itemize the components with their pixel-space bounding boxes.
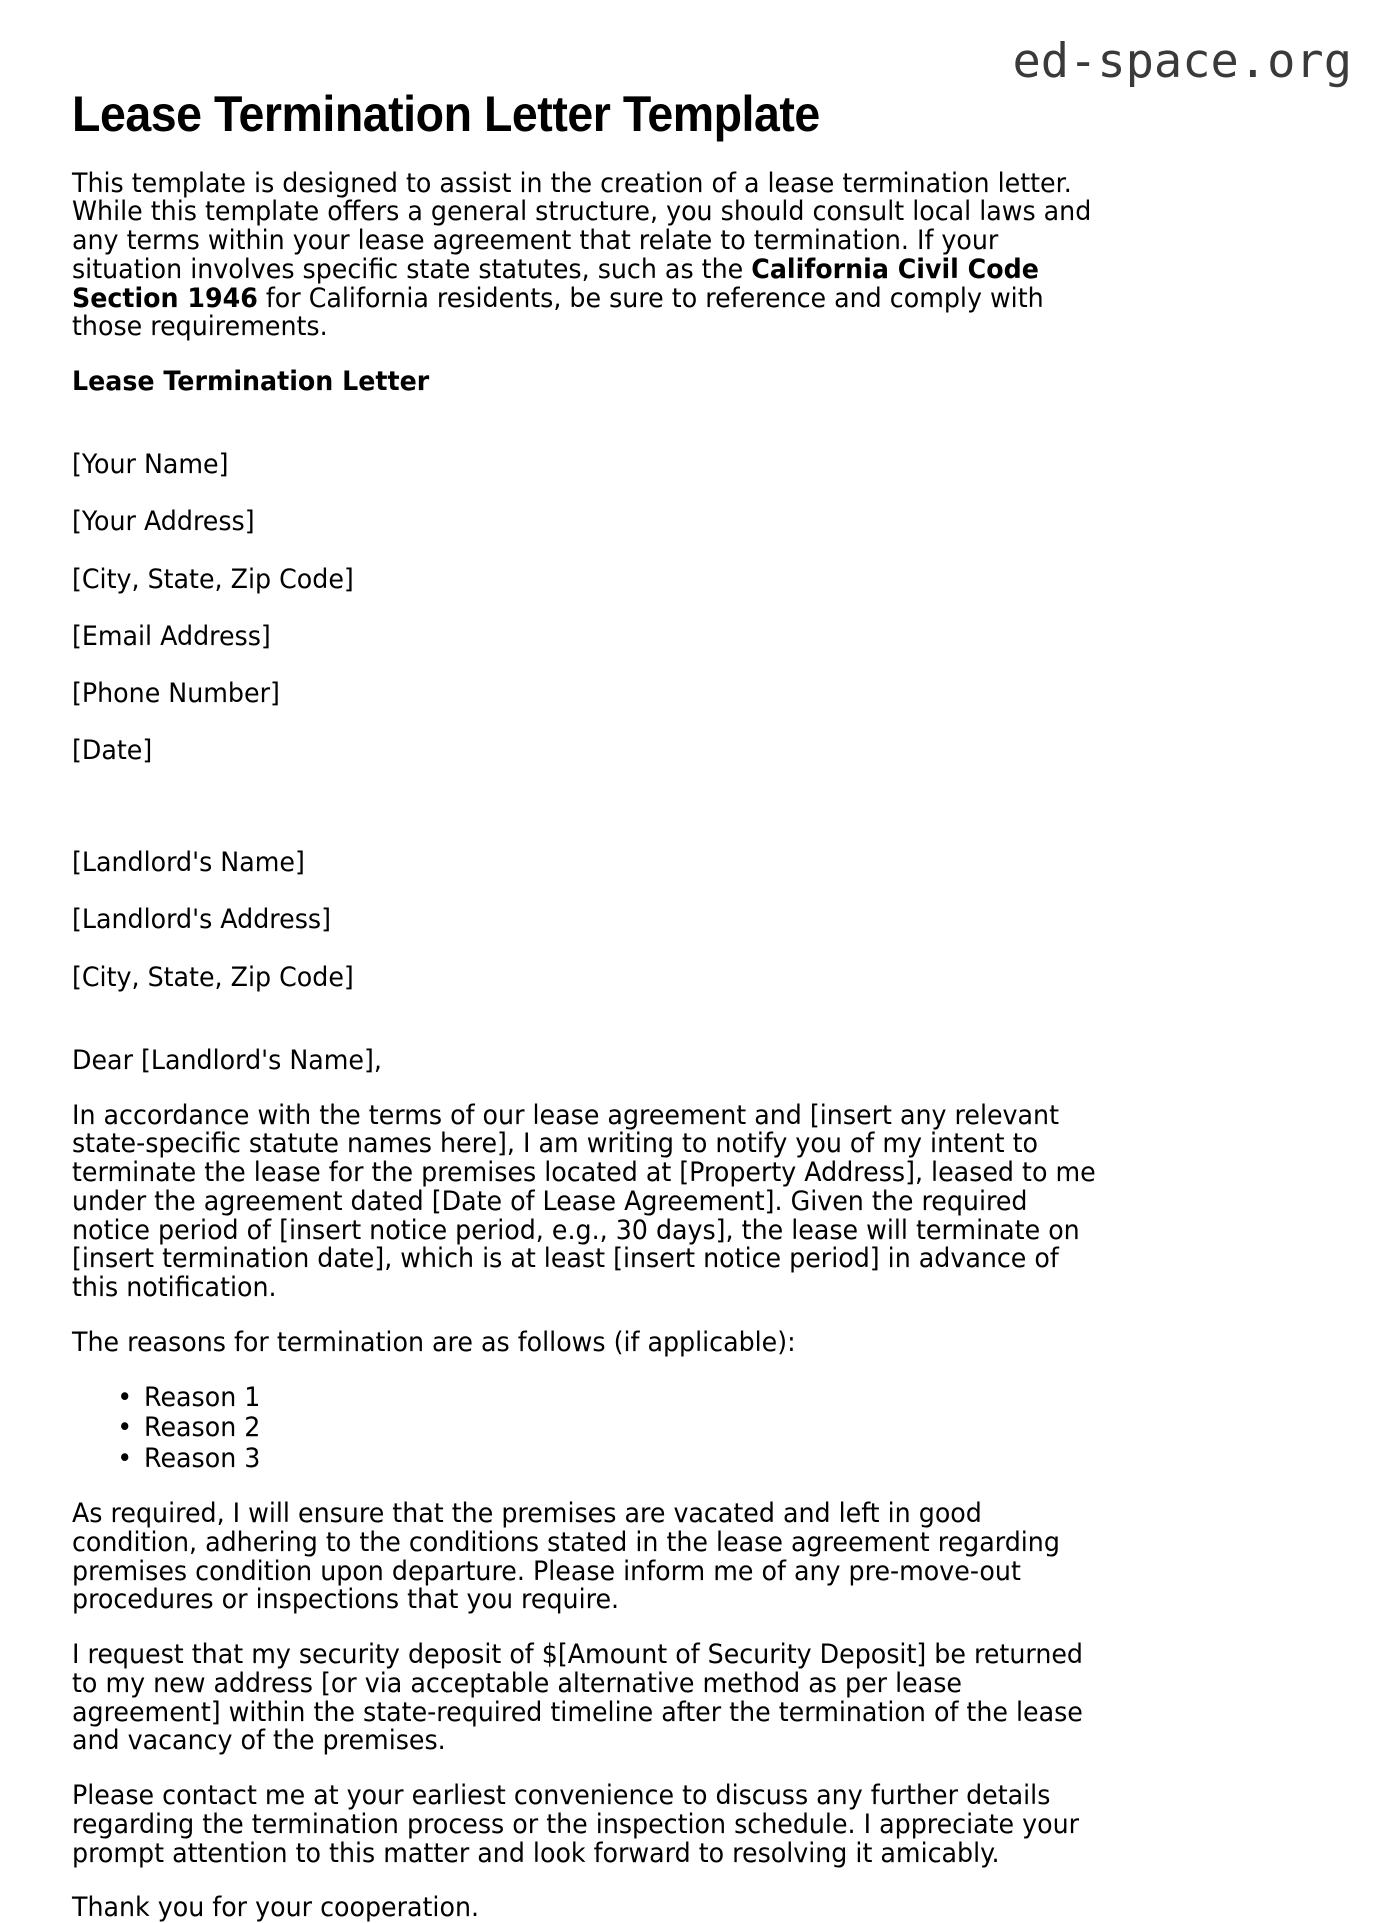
reasons-list bbox=[72, 1384, 1204, 1475]
landlord-name: [Landlord's Name] bbox=[72, 849, 1153, 878]
intro-text-before: This template is designed to assist in the creation of a lease termination letter. While this template offers a general structure, you should consult local laws and any terms within your lease agreement that relate to termination. If your situation involves specific state statutes, such as the bbox=[72, 168, 1091, 285]
closing-line: Thank you for your cooperation. bbox=[72, 1894, 1099, 1923]
sender-address-block bbox=[72, 423, 1153, 795]
landlord-city-state-zip: [City, State, Zip Code] bbox=[72, 964, 1153, 993]
list-item: • Reason 1 bbox=[144, 1384, 1156, 1413]
intro-text-after: for California residents, be sure to reference and comply with those requirements. bbox=[72, 283, 1044, 343]
premises-condition-paragraph: As required, I will ensure that the premises are vacated and left in good condition, adhering to the conditions stated in the lease agreement regarding premises condition upon departure. Please inform me of any pre-move-out procedures or inspections that you require. bbox=[72, 1500, 1099, 1615]
section-heading: Lease Termination Letter bbox=[72, 368, 1153, 397]
sender-name: [Your Name] bbox=[72, 451, 1153, 480]
sender-city-state-zip: [City, State, Zip Code] bbox=[72, 566, 1153, 595]
contact-paragraph: Please contact me at your earliest convenience to discuss any further details regarding the termination process or the inspection schedule. I appreciate your prompt attention to this matter and look forward to resolving it amicably. bbox=[72, 1782, 1099, 1868]
intro-paragraph bbox=[72, 170, 1099, 343]
sender-address: [Your Address] bbox=[72, 508, 1153, 537]
sender-phone: [Phone Number] bbox=[72, 680, 1153, 709]
reasons-lead-in: The reasons for termination are as follows (if applicable): bbox=[72, 1329, 1099, 1358]
letter-date: [Date] bbox=[72, 737, 1153, 766]
landlord-address: [Landlord's Address] bbox=[72, 906, 1153, 935]
sender-email: [Email Address] bbox=[72, 623, 1153, 652]
accordance-paragraph: In accordance with the terms of our lease agreement and [insert any relevant state-specific statute names here], I am writing to notify you of my intent to terminate the lease for the premises located at [Property Address], leased to me under the agreement dated [Date of Lease Agreement]. Given the required notice period of [insert notice period, e.g., 30 days], the lease will terminate on [insert termination date], which is at least [insert notice period] in advance of this notification. bbox=[72, 1102, 1099, 1303]
list-item: • Reason 3 bbox=[144, 1445, 1156, 1474]
salutation: Dear [Landlord's Name], bbox=[72, 1047, 1099, 1076]
recipient-address-block bbox=[72, 821, 1153, 1021]
security-deposit-paragraph: I request that my security deposit of $[Amount of Security Deposit] be returned to my new address [or via acceptable alternative method as per lease agreement] within the state-required timeline after the termination of the lease and vacancy of the premises. bbox=[72, 1641, 1099, 1756]
statute-reference: California Civil Code Section 1946 bbox=[72, 254, 1039, 314]
list-item: • Reason 2 bbox=[144, 1414, 1156, 1443]
site-watermark: ed-space.org bbox=[1012, 38, 1352, 85]
document-body bbox=[72, 144, 1204, 1923]
page-title: Lease Termination Letter Template bbox=[72, 0, 1125, 144]
